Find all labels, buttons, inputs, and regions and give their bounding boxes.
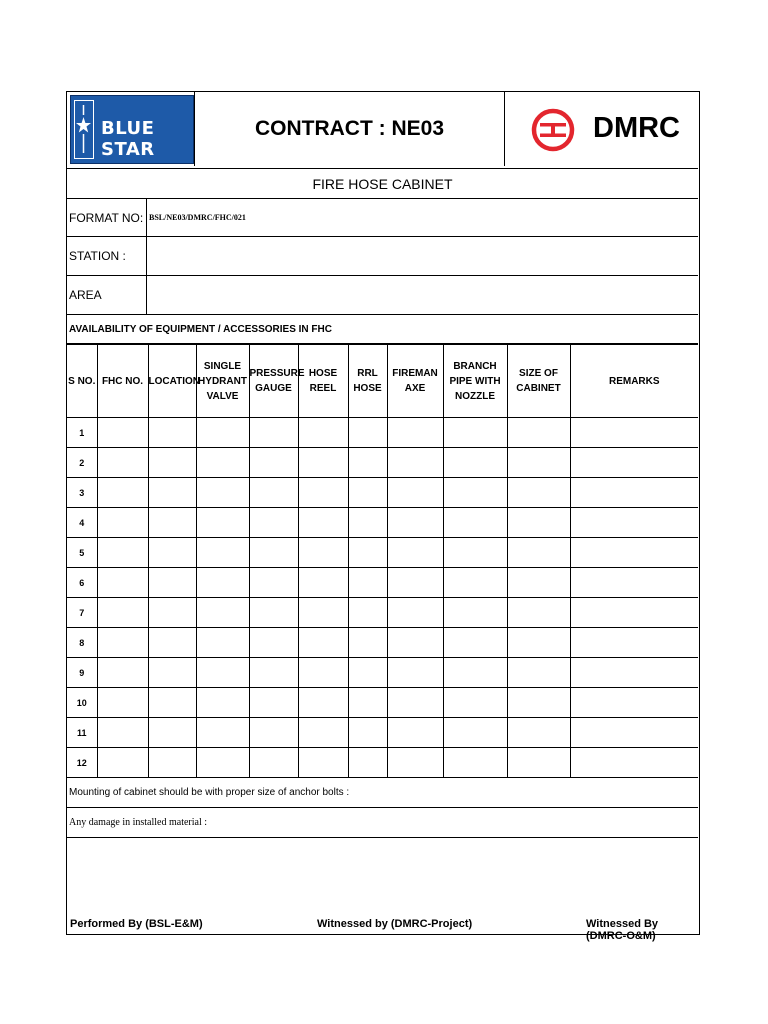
table-cell[interactable] (570, 658, 698, 688)
table-cell[interactable] (249, 688, 298, 718)
table-cell[interactable] (570, 418, 698, 448)
table-cell[interactable] (348, 478, 387, 508)
inspection-form (66, 91, 700, 942)
table-cell[interactable] (570, 688, 698, 718)
table-cell[interactable] (148, 538, 196, 568)
table-cell[interactable] (348, 418, 387, 448)
table-cell[interactable] (97, 658, 148, 688)
table-cell[interactable] (443, 478, 507, 508)
damage-note: Any damage in installed material : (67, 808, 698, 838)
table-cell[interactable] (507, 508, 570, 538)
serial-number-cell: 9 (67, 658, 97, 688)
table-cell[interactable] (348, 718, 387, 748)
column-header: REMARKS (570, 345, 698, 418)
table-cell[interactable] (348, 628, 387, 658)
table-cell[interactable] (196, 658, 249, 688)
dmrc-logo-text: DMRC (593, 112, 680, 144)
column-header: SINGLE HYDRANT VALVE (196, 345, 249, 418)
table-cell[interactable] (148, 628, 196, 658)
table-cell[interactable] (570, 628, 698, 658)
table-cell[interactable] (387, 478, 443, 508)
table-row (67, 538, 698, 568)
area-row (67, 276, 698, 315)
table-row (67, 478, 698, 508)
serial-number-cell: 4 (67, 508, 97, 538)
table-row (67, 688, 698, 718)
table-cell[interactable] (148, 448, 196, 478)
table-cell[interactable] (443, 448, 507, 478)
table-cell[interactable] (387, 718, 443, 748)
table-cell[interactable] (443, 718, 507, 748)
table-cell[interactable] (148, 718, 196, 748)
column-header: BRANCH PIPE WITH NOZZLE (443, 345, 507, 418)
table-cell[interactable] (443, 658, 507, 688)
table-row (67, 628, 698, 658)
table-cell[interactable] (570, 448, 698, 478)
table-cell[interactable] (196, 418, 249, 448)
table-cell[interactable] (387, 658, 443, 688)
table-cell[interactable] (507, 628, 570, 658)
form-header (67, 92, 698, 169)
format-row (67, 199, 698, 237)
serial-number-cell: 11 (67, 718, 97, 748)
table-cell[interactable] (196, 478, 249, 508)
column-header: FHC NO. (97, 345, 148, 418)
table-cell[interactable] (249, 718, 298, 748)
table-cell[interactable] (196, 688, 249, 718)
table-cell[interactable] (148, 748, 196, 778)
table-cell[interactable] (387, 688, 443, 718)
table-cell[interactable] (443, 508, 507, 538)
table-cell[interactable] (507, 478, 570, 508)
serial-number-cell: 5 (67, 538, 97, 568)
table-row (67, 598, 698, 628)
table-cell[interactable] (97, 568, 148, 598)
table-cell[interactable] (348, 748, 387, 778)
table-cell[interactable] (443, 538, 507, 568)
table-cell[interactable] (507, 448, 570, 478)
table-cell[interactable] (507, 748, 570, 778)
station-label: STATION : (67, 237, 147, 275)
table-row (67, 658, 698, 688)
table-cell[interactable] (298, 628, 348, 658)
table-cell[interactable] (570, 508, 698, 538)
table-cell[interactable] (507, 658, 570, 688)
serial-number-cell: 12 (67, 748, 97, 778)
table-cell[interactable] (249, 418, 298, 448)
table-cell[interactable] (387, 538, 443, 568)
table-cell[interactable] (507, 598, 570, 628)
table-cell[interactable] (196, 538, 249, 568)
performed-by-signature: Performed By (BSL-E&M) (70, 918, 203, 930)
table-cell[interactable] (148, 658, 196, 688)
table-cell[interactable] (249, 748, 298, 778)
format-value[interactable]: BSL/NE03/DMRC/FHC/021 (149, 213, 246, 222)
table-cell[interactable] (97, 448, 148, 478)
column-header: SIZE OF CABINET (507, 345, 570, 418)
witnessed-om-signature: Witnessed By (DMRC-O&M) (586, 918, 659, 942)
table-cell[interactable] (97, 538, 148, 568)
table-cell[interactable] (570, 568, 698, 598)
table-cell[interactable] (249, 448, 298, 478)
availability-heading: AVAILABILITY OF EQUIPMENT / ACCESSORIES IN FHC (67, 315, 698, 344)
mounting-note: Mounting of cabinet should be with proper size of anchor bolts : (67, 777, 698, 808)
table-cell[interactable] (348, 448, 387, 478)
table-cell[interactable] (348, 568, 387, 598)
table-cell[interactable] (443, 688, 507, 718)
blue-star-logo-text: BLUE STAR (101, 118, 155, 160)
table-cell[interactable] (97, 478, 148, 508)
table-row (67, 508, 698, 538)
table-cell[interactable] (507, 688, 570, 718)
table-cell[interactable] (249, 628, 298, 658)
column-header: HOSE REEL (298, 345, 348, 418)
table-cell[interactable] (148, 598, 196, 628)
station-row (67, 237, 698, 276)
serial-number-cell: 1 (67, 418, 97, 448)
table-cell[interactable] (97, 508, 148, 538)
table-cell[interactable] (97, 688, 148, 718)
table-cell[interactable] (570, 718, 698, 748)
table-cell[interactable] (148, 478, 196, 508)
table-cell[interactable] (348, 538, 387, 568)
table-cell[interactable] (387, 748, 443, 778)
table-cell[interactable] (443, 418, 507, 448)
table-cell[interactable] (443, 568, 507, 598)
table-cell[interactable] (443, 598, 507, 628)
table-cell[interactable] (97, 598, 148, 628)
table-cell[interactable] (298, 718, 348, 748)
table-cell[interactable] (443, 748, 507, 778)
table-cell[interactable] (97, 748, 148, 778)
table-cell[interactable] (298, 658, 348, 688)
table-cell[interactable] (387, 568, 443, 598)
table-cell[interactable] (507, 418, 570, 448)
table-cell[interactable] (148, 418, 196, 448)
table-row (67, 718, 698, 748)
table-cell[interactable] (249, 478, 298, 508)
table-cell[interactable] (148, 508, 196, 538)
table-cell[interactable] (387, 418, 443, 448)
table-cell[interactable] (196, 598, 249, 628)
table-cell[interactable] (387, 628, 443, 658)
blue-star-emblem-icon (74, 100, 94, 159)
serial-number-cell: 2 (67, 448, 97, 478)
table-cell[interactable] (148, 568, 196, 598)
table-cell[interactable] (348, 688, 387, 718)
table-cell[interactable] (387, 448, 443, 478)
blue-star-logo-cell (67, 92, 195, 166)
table-cell[interactable] (298, 418, 348, 448)
table-cell[interactable] (387, 508, 443, 538)
table-cell[interactable] (298, 598, 348, 628)
table-cell[interactable] (348, 598, 387, 628)
table-cell[interactable] (298, 568, 348, 598)
table-cell[interactable] (249, 568, 298, 598)
table-cell[interactable] (348, 508, 387, 538)
column-header: S NO. (67, 345, 97, 418)
table-cell[interactable] (507, 538, 570, 568)
table-cell[interactable] (196, 718, 249, 748)
table-cell[interactable] (298, 478, 348, 508)
serial-number-cell: 8 (67, 628, 97, 658)
table-cell[interactable] (443, 628, 507, 658)
table-cell[interactable] (97, 418, 148, 448)
blue-star-logo (70, 95, 194, 164)
serial-number-cell: 10 (67, 688, 97, 718)
table-cell[interactable] (570, 748, 698, 778)
table-cell[interactable] (249, 658, 298, 688)
form-title: FIRE HOSE CABINET (67, 169, 698, 199)
column-header: RRL HOSE (348, 345, 387, 418)
table-cell[interactable] (298, 748, 348, 778)
equipment-table (67, 344, 698, 778)
dmrc-logo-icon (531, 108, 575, 152)
table-cell[interactable] (249, 508, 298, 538)
serial-number-cell: 7 (67, 598, 97, 628)
table-cell[interactable] (196, 628, 249, 658)
table-cell[interactable] (249, 538, 298, 568)
serial-number-cell: 6 (67, 568, 97, 598)
table-cell[interactable] (298, 508, 348, 538)
table-cell[interactable] (196, 508, 249, 538)
table-cell[interactable] (196, 748, 249, 778)
table-header-row (67, 345, 698, 418)
table-cell[interactable] (298, 688, 348, 718)
table-row (67, 568, 698, 598)
table-cell[interactable] (387, 598, 443, 628)
table-cell[interactable] (249, 598, 298, 628)
table-cell[interactable] (348, 658, 387, 688)
table-cell[interactable] (97, 718, 148, 748)
table-row (67, 748, 698, 778)
table-cell[interactable] (507, 568, 570, 598)
table-row (67, 448, 698, 478)
table-cell[interactable] (507, 718, 570, 748)
witnessed-project-signature: Witnessed by (DMRC-Project) (317, 918, 473, 930)
column-header: PRESSURE GAUGE (249, 345, 298, 418)
format-label: FORMAT NO: (67, 199, 147, 236)
area-label: AREA (67, 276, 147, 314)
column-header: FIREMAN AXE (387, 345, 443, 418)
column-header: LOCATION (148, 345, 196, 418)
contract-title: CONTRACT : NE03 (195, 92, 505, 166)
table-cell[interactable] (570, 478, 698, 508)
table-cell[interactable] (196, 568, 249, 598)
table-cell[interactable] (298, 538, 348, 568)
table-cell[interactable] (570, 538, 698, 568)
table-row (67, 418, 698, 448)
table-cell[interactable] (570, 598, 698, 628)
table-cell[interactable] (97, 628, 148, 658)
serial-number-cell: 3 (67, 478, 97, 508)
table-cell[interactable] (148, 688, 196, 718)
table-cell[interactable] (196, 448, 249, 478)
table-cell[interactable] (298, 448, 348, 478)
dmrc-logo-cell (505, 92, 698, 166)
